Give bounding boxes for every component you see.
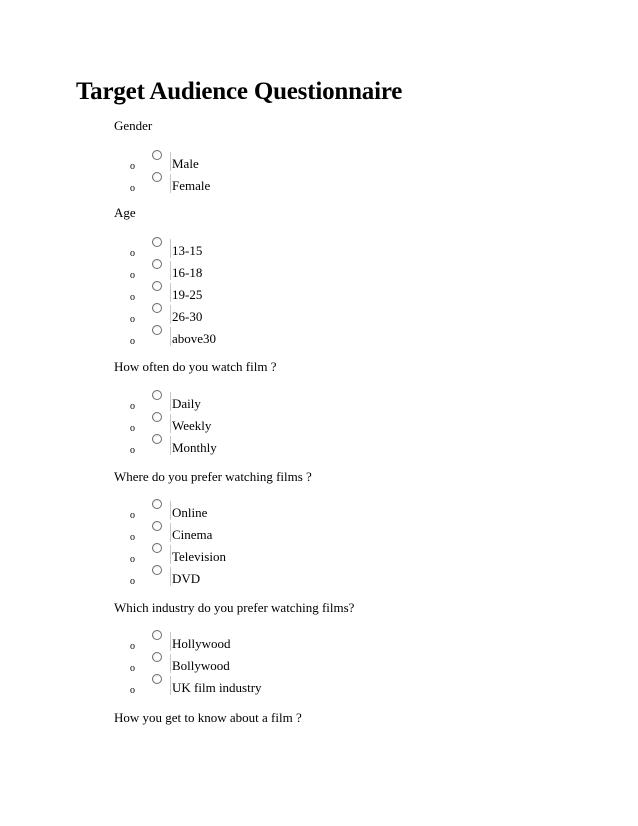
- bullet-icon: o: [130, 685, 135, 696]
- option-divider: [170, 501, 171, 520]
- option-divider: [170, 523, 171, 542]
- option-divider: [170, 261, 171, 280]
- option-label: Television: [172, 549, 226, 564]
- option-label: Hollywood: [172, 636, 231, 651]
- radio-button-icon[interactable]: [152, 281, 162, 291]
- option-row[interactable]: [0, 264, 638, 286]
- option-label: Male: [172, 156, 199, 171]
- radio-button-icon[interactable]: [152, 259, 162, 269]
- bullet-icon: o: [130, 248, 135, 259]
- option-divider: [170, 414, 171, 433]
- bullet-icon: o: [130, 423, 135, 434]
- option-divider: [170, 174, 171, 193]
- bullet-icon: o: [130, 445, 135, 456]
- option-label: 13-15: [172, 243, 203, 258]
- option-row[interactable]: [0, 177, 638, 199]
- radio-button-icon[interactable]: [152, 521, 162, 531]
- option-divider: [170, 327, 171, 346]
- option-label: Bollywood: [172, 658, 230, 673]
- bullet-icon: o: [130, 641, 135, 652]
- option-divider: [170, 392, 171, 411]
- option-divider: [170, 239, 171, 258]
- radio-button-icon[interactable]: [152, 434, 162, 444]
- bullet-icon: o: [130, 336, 135, 347]
- bullet-icon: o: [130, 554, 135, 565]
- radio-button-icon[interactable]: [152, 150, 162, 160]
- option-row[interactable]: [0, 679, 638, 701]
- option-row[interactable]: [0, 657, 638, 679]
- option-row[interactable]: [0, 439, 638, 461]
- radio-button-icon[interactable]: [152, 172, 162, 182]
- bullet-icon: o: [130, 161, 135, 172]
- option-label: Cinema: [172, 527, 213, 542]
- option-label: Daily: [172, 396, 201, 411]
- bullet-icon: o: [130, 270, 135, 281]
- option-row[interactable]: [0, 286, 638, 308]
- option-row[interactable]: [0, 570, 638, 592]
- option-label: Weekly: [172, 418, 212, 433]
- option-divider: [170, 567, 171, 586]
- option-divider: [170, 632, 171, 651]
- radio-button-icon[interactable]: [152, 499, 162, 509]
- option-divider: [170, 545, 171, 564]
- option-divider: [170, 676, 171, 695]
- option-divider: [170, 283, 171, 302]
- bullet-icon: o: [130, 663, 135, 674]
- bullet-icon: o: [130, 292, 135, 303]
- option-label: Monthly: [172, 440, 217, 455]
- option-row[interactable]: [0, 417, 638, 439]
- radio-button-icon[interactable]: [152, 237, 162, 247]
- option-divider: [170, 654, 171, 673]
- bullet-icon: o: [130, 401, 135, 412]
- question-label: How often do you watch film ?: [114, 359, 277, 374]
- option-label: above30: [172, 331, 217, 346]
- radio-button-icon[interactable]: [152, 652, 162, 662]
- bullet-icon: o: [130, 314, 135, 325]
- option-divider: [170, 305, 171, 324]
- radio-button-icon[interactable]: [152, 630, 162, 640]
- option-label: UK film industry: [172, 680, 262, 695]
- question-label: Which industry do you prefer watching films?: [114, 600, 355, 615]
- option-label: 19-25: [172, 287, 203, 302]
- radio-button-icon[interactable]: [152, 325, 162, 335]
- bullet-icon: o: [130, 183, 135, 194]
- option-row[interactable]: [0, 395, 638, 417]
- bullet-icon: o: [130, 576, 135, 587]
- option-row[interactable]: [0, 526, 638, 548]
- option-row[interactable]: [0, 330, 638, 352]
- option-row[interactable]: [0, 308, 638, 330]
- bullet-icon: o: [130, 510, 135, 521]
- radio-button-icon[interactable]: [152, 565, 162, 575]
- radio-button-icon[interactable]: [152, 543, 162, 553]
- option-label: 26-30: [172, 309, 203, 324]
- page-title: Target Audience Questionnaire: [76, 78, 403, 105]
- question-label: How you get to know about a film ?: [114, 710, 302, 725]
- question-label: Age: [114, 205, 136, 220]
- option-label: Female: [172, 178, 211, 193]
- radio-button-icon[interactable]: [152, 303, 162, 313]
- option-label: DVD: [172, 571, 201, 586]
- option-label: 16-18: [172, 265, 203, 280]
- bullet-icon: o: [130, 532, 135, 543]
- option-row[interactable]: [0, 504, 638, 526]
- radio-button-icon[interactable]: [152, 674, 162, 684]
- option-divider: [170, 152, 171, 171]
- option-row[interactable]: [0, 242, 638, 264]
- question-label: Where do you prefer watching films ?: [114, 469, 312, 484]
- option-row[interactable]: [0, 548, 638, 570]
- option-row[interactable]: [0, 635, 638, 657]
- radio-button-icon[interactable]: [152, 412, 162, 422]
- question-label: Gender: [114, 118, 153, 133]
- option-divider: [170, 436, 171, 455]
- option-label: Online: [172, 505, 208, 520]
- option-row[interactable]: [0, 155, 638, 177]
- radio-button-icon[interactable]: [152, 390, 162, 400]
